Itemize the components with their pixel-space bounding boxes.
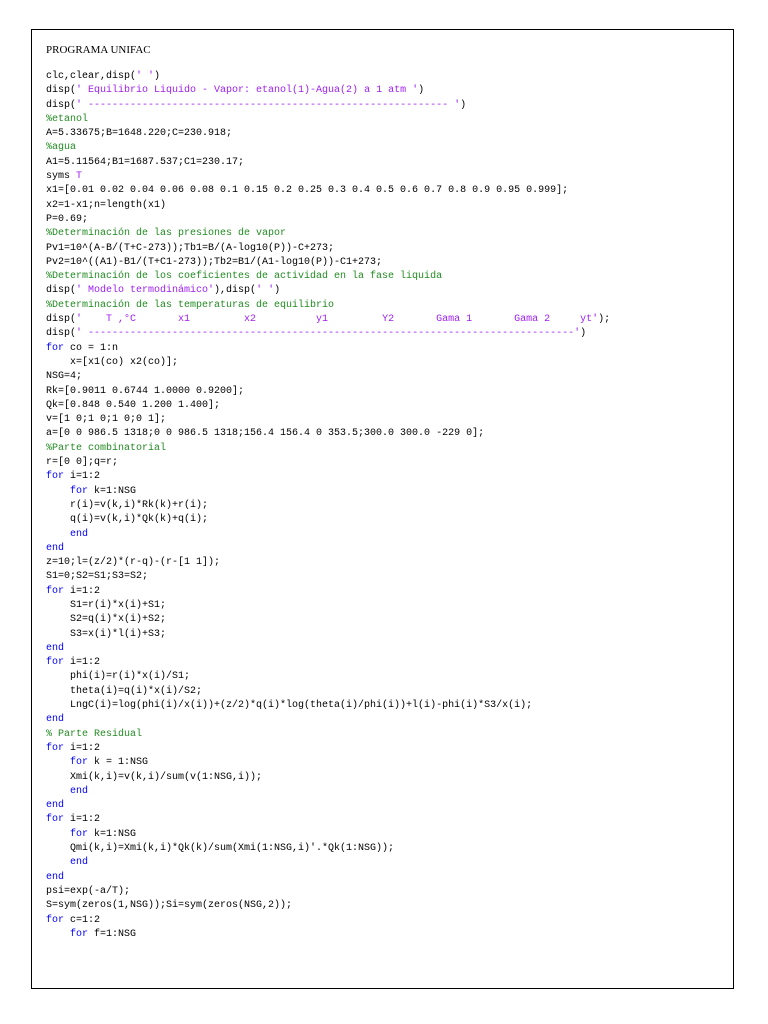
code-line <box>46 84 727 98</box>
code-token: %Determinación de las temperaturas de equilibrio <box>46 299 335 311</box>
code-token: Pv2=10^((A1)-B1/(T+C1-273));Tb2=B1/(A1-log10(P))-C1+273; <box>46 256 383 268</box>
code-token: %Determinación de los coeficientes de actividad en la fase liquida <box>46 271 443 283</box>
code-token <box>46 857 70 868</box>
code-token: ),disp( <box>214 285 257 297</box>
code-token: Pv1=10^(A-B/(T+C-273));Tb1=B/(A-log10(P))-C+273; <box>46 242 335 254</box>
code-line <box>46 756 727 770</box>
code-token: ' T ,°C x1 x2 y1 Y2 Gama 1 Gama 2 yt' <box>76 314 599 326</box>
code-line <box>46 427 727 441</box>
code-token: end <box>46 800 65 812</box>
code-token: disp( <box>46 285 77 297</box>
code-line <box>46 470 727 484</box>
code-line <box>46 771 727 785</box>
code-token: end <box>46 542 65 554</box>
code-token: c=1:2 <box>64 914 101 926</box>
code-token: ' ------------------------------------------------------------ ' <box>76 99 461 111</box>
code-token: S=sym(zeros(1,NSG));Si=sym(zeros(NSG,2)); <box>46 900 293 912</box>
code-token: S1=r(i)*x(i)+S1; <box>46 599 167 611</box>
code-token: %Determinación de las presiones de vapor <box>46 228 287 240</box>
code-line <box>46 356 727 370</box>
code-token: v=[1 0;1 0;1 0;0 1]; <box>46 414 167 426</box>
code-token <box>46 529 70 540</box>
code-token: for <box>70 757 89 769</box>
code-token: end <box>70 857 89 869</box>
code-token: f=1:NSG <box>88 928 137 940</box>
code-token: for <box>70 485 89 497</box>
code-token <box>46 829 70 840</box>
code-line <box>46 642 727 656</box>
code-line <box>46 656 727 670</box>
code-line <box>46 713 727 727</box>
code-token: % Parte Residual <box>46 728 143 740</box>
code-token: k=1:NSG <box>88 828 137 840</box>
code-token: x2=1-x1;n=length(x1) <box>46 199 167 211</box>
code-token: k = 1:NSG <box>88 757 149 769</box>
code-token: ' ' <box>136 71 155 82</box>
code-token: ) <box>580 328 587 340</box>
code-token: for <box>46 914 65 926</box>
code-token: ' Equilibrio Liquido - Vapor: etanol(1)-Agua(2) a 1 atm ' <box>76 85 419 97</box>
code-token: ) <box>418 85 425 97</box>
code-line <box>46 799 727 813</box>
code-token: r(i)=v(k,i)*Rk(k)+r(i); <box>46 499 209 511</box>
code-token: ); <box>598 314 611 326</box>
code-token: %Parte combinatorial <box>46 442 167 454</box>
code-token: i=1:2 <box>64 585 101 597</box>
code-line <box>46 828 727 842</box>
document-frame <box>31 29 734 989</box>
code-line <box>46 113 727 127</box>
code-token: theta(i)=q(i)*x(i)/S2; <box>46 685 203 697</box>
code-token: Qmi(k,i)=Xmi(k,i)*Qk(k)/sum(Xmi(1:NSG,i)'.*Qk(1:NSG)); <box>46 843 395 855</box>
code-token: S1=0;S2=S1;S3=S2; <box>46 571 149 583</box>
code-token: phi(i)=r(i)*x(i)/S1; <box>46 671 191 683</box>
code-token: for <box>46 342 65 354</box>
code-token: LngC(i)=log(phi(i)/x(i))+(z/2)*q(i)*log(theta(i)/phi(i))+l(i)-phi(i)*S3/x(i); <box>46 700 533 712</box>
code-line <box>46 313 727 327</box>
code-token: q(i)=v(k,i)*Qk(k)+q(i); <box>46 514 209 526</box>
code-token: ' Modelo termodinámico' <box>76 285 215 297</box>
code-line <box>46 199 727 213</box>
code-token: r=[0 0];q=r; <box>46 457 119 469</box>
code-token: i=1:2 <box>64 471 101 483</box>
code-line <box>46 513 727 527</box>
code-line <box>46 613 727 627</box>
code-token: Xmi(k,i)=v(k,i)/sum(v(1:NSG,i)); <box>46 771 263 783</box>
code-line <box>46 699 727 713</box>
code-line <box>46 670 727 684</box>
code-line <box>46 485 727 499</box>
code-token: ) <box>460 99 467 111</box>
code-line <box>46 599 727 613</box>
code-token: P=0.69; <box>46 213 89 225</box>
code-token: a=[0 0 986.5 1318;0 0 986.5 1318;156.4 156.4 0 353.5;300.0 300.0 -229 0]; <box>46 428 485 440</box>
code-line <box>46 785 727 799</box>
code-token: ) <box>274 285 281 297</box>
code-line <box>46 370 727 384</box>
code-token: %etanol <box>46 113 89 125</box>
code-token: end <box>70 528 89 540</box>
code-token: end <box>46 714 65 726</box>
code-line <box>46 528 727 542</box>
code-token: disp( <box>46 328 77 340</box>
code-token: S3=x(i)*l(i)+S3; <box>46 628 167 640</box>
code-line <box>46 270 727 284</box>
code-line <box>46 570 727 584</box>
code-line <box>46 299 727 313</box>
code-line <box>46 413 727 427</box>
code-token: for <box>46 471 65 483</box>
code-token: for <box>46 814 65 826</box>
code-line <box>46 556 727 570</box>
code-token: z=10;l=(z/2)*(r-q)-(r-[1 1]); <box>46 557 221 569</box>
code-token: k=1:NSG <box>88 485 137 497</box>
code-line <box>46 856 727 870</box>
code-token: for <box>70 828 89 840</box>
code-token <box>46 786 70 797</box>
code-line <box>46 170 727 184</box>
code-line <box>46 70 727 84</box>
code-line <box>46 184 727 198</box>
code-token: for <box>46 742 65 754</box>
code-token: i=1:2 <box>64 742 101 754</box>
code-line <box>46 585 727 599</box>
code-line <box>46 885 727 899</box>
code-line <box>46 871 727 885</box>
code-token <box>46 486 70 497</box>
code-line <box>46 156 727 170</box>
code-line <box>46 813 727 827</box>
code-line <box>46 99 727 113</box>
code-token: Qk=[0.848 0.540 1.200 1.400]; <box>46 399 221 411</box>
code-token: T <box>76 171 83 183</box>
code-token: i=1:2 <box>64 657 101 669</box>
code-token: x=[x1(co) x2(co)]; <box>46 356 179 368</box>
code-line <box>46 542 727 556</box>
code-token: end <box>70 785 89 797</box>
code-token: clc,clear,disp( <box>46 71 137 82</box>
code-line <box>46 456 727 470</box>
code-token: end <box>46 642 65 654</box>
code-line <box>46 499 727 513</box>
code-line <box>46 442 727 456</box>
code-line <box>46 842 727 856</box>
code-token: %agua <box>46 142 77 154</box>
code-line <box>46 628 727 642</box>
code-line <box>46 284 727 298</box>
code-line <box>46 899 727 913</box>
code-line <box>46 213 727 227</box>
code-token: NSG=4; <box>46 371 83 383</box>
code-line <box>46 728 727 742</box>
code-line <box>46 242 727 256</box>
code-token: i=1:2 <box>64 814 101 826</box>
code-line <box>46 127 727 141</box>
code-line <box>46 399 727 413</box>
code-line <box>46 914 727 928</box>
code-token: co = 1:n <box>64 342 119 354</box>
code-line <box>46 928 727 942</box>
code-token: for <box>70 928 89 940</box>
code-token: end <box>46 871 65 883</box>
code-line <box>46 385 727 399</box>
code-line <box>46 256 727 270</box>
code-token: A=5.33675;B=1648.220;C=230.918; <box>46 128 233 140</box>
code-token: x1=[0.01 0.02 0.04 0.06 0.08 0.1 0.15 0.2 0.25 0.3 0.4 0.5 0.6 0.7 0.8 0.9 0.95 0.999]; <box>46 185 569 197</box>
code-token <box>46 929 70 940</box>
code-token: syms <box>46 171 77 183</box>
code-line <box>46 141 727 155</box>
code-token: for <box>46 657 65 669</box>
code-token <box>46 757 70 768</box>
code-token: S2=q(i)*x(i)+S2; <box>46 614 167 626</box>
code-token: ' ' <box>256 285 275 297</box>
code-line <box>46 227 727 241</box>
code-token: A1=5.11564;B1=1687.537;C1=230.17; <box>46 156 245 168</box>
code-line <box>46 742 727 756</box>
document-title: PROGRAMA UNIFAC <box>46 44 151 56</box>
code-token: ' ---------------------------------------------------------------------------------' <box>76 328 581 340</box>
code-line <box>46 327 727 341</box>
code-token: disp( <box>46 85 77 97</box>
code-listing <box>46 70 727 942</box>
code-token: Rk=[0.9011 0.6744 1.0000 0.9200]; <box>46 385 245 397</box>
code-line <box>46 685 727 699</box>
code-token: for <box>46 585 65 597</box>
code-token: disp( <box>46 99 77 111</box>
code-token: psi=exp(-a/T); <box>46 885 131 897</box>
code-line <box>46 342 727 356</box>
code-token: disp( <box>46 314 77 326</box>
code-token: ) <box>154 71 161 82</box>
